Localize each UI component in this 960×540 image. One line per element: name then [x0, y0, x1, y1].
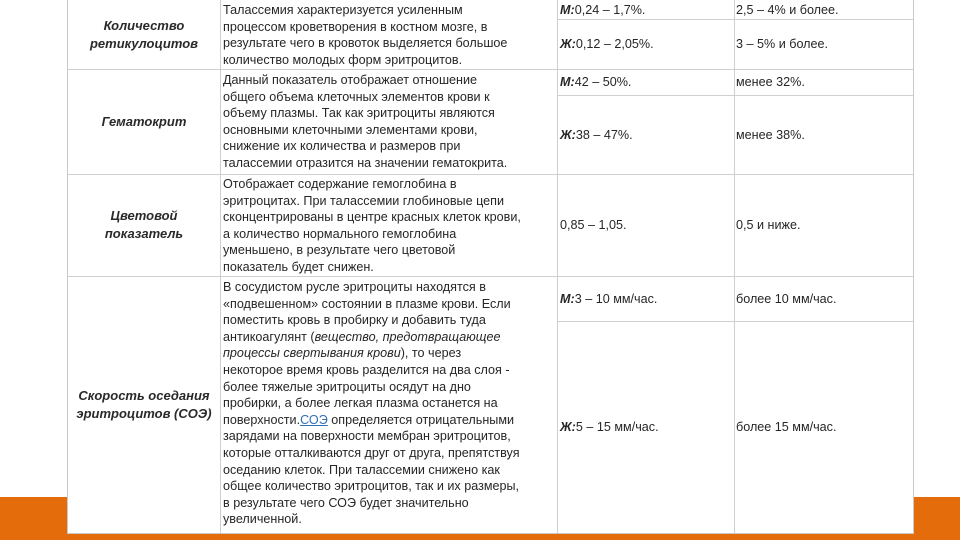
norm-value: 0,24 – 1,7%.	[574, 2, 646, 17]
pathology-female	[736, 95, 911, 174]
description-line: эритроцитах. При талассемии глобиновые цепи	[223, 193, 505, 208]
parameter-text: показатель	[104, 226, 184, 241]
description-line: сконцентрированы в центре красных клеток крови,	[223, 210, 521, 225]
sex-label: Ж:	[560, 420, 576, 434]
description-hematocrit	[223, 72, 558, 172]
pathology-male	[736, 276, 911, 321]
norm-value: 5 – 15 мм/час.	[575, 420, 659, 434]
anticoagulant-definition: процессы свертывания крови	[223, 346, 401, 361]
norm-female	[560, 19, 732, 69]
description-line: увеличенной.	[223, 512, 302, 527]
description-line: Отображает содержание гемоглобина в	[223, 177, 457, 191]
column-divider	[220, 0, 221, 533]
pathology-value: более 10 мм/час.	[736, 291, 837, 306]
norm-male	[560, 276, 732, 321]
parameter-text: Скорость оседания	[78, 387, 210, 403]
sex-label: М:	[560, 75, 575, 89]
description-line: Талассемия характеризуется усиленным	[223, 3, 463, 17]
parameter-text: Количество	[103, 17, 185, 33]
description-color-index	[223, 176, 558, 276]
lab-values-table	[67, 0, 914, 534]
description-line: уменьшено, в результате чего цветовой	[223, 243, 456, 258]
sex-label: М:	[560, 291, 575, 306]
pathology-female	[736, 321, 911, 533]
description-line: показатель будет снижен.	[223, 259, 374, 274]
description-line: пробирки, а более легкая плазма останется на	[223, 396, 498, 411]
norm-value: 0,12 – 2,05%.	[575, 37, 654, 51]
sex-label: Ж:	[560, 37, 576, 51]
norm-value: 42 – 50%.	[574, 75, 632, 89]
norm-male	[560, 69, 732, 95]
description-line: общее количество эритроцитов, так и их размеры,	[223, 479, 520, 494]
esr-link[interactable]: СОЭ	[300, 412, 328, 427]
norm-value: 0,85 – 1,05.	[560, 218, 627, 232]
parameter-text: ретикулоцитов	[89, 35, 199, 51]
pathology-value: 0,5 и ниже.	[736, 218, 801, 232]
description-line: результате чего в кровоток выделяется большое	[223, 36, 508, 51]
pathology-female	[736, 19, 911, 69]
norm-male	[560, 0, 732, 19]
norm-value: 38 – 47%.	[575, 127, 633, 142]
description-line: некоторое время кровь разделится на два слоя -	[223, 362, 510, 377]
description-line: оседанию клеток. При талассемии снижено как	[223, 462, 500, 477]
pathology-male	[736, 0, 911, 19]
sex-label: Ж:	[560, 127, 576, 142]
description-line: которые отталкиваются друг от друга, препятствуя	[223, 445, 520, 460]
description-line	[223, 329, 558, 346]
description-fragment: поверхности.	[223, 412, 301, 427]
parameter-reticulocytes	[68, 0, 220, 69]
description-line: основными клеточными элементами крови,	[223, 122, 478, 137]
pathology-value: менее 32%.	[736, 75, 805, 89]
description-fragment: ), то через	[400, 346, 462, 361]
norm-female	[560, 321, 732, 533]
description-line	[223, 345, 558, 362]
description-line: процессом кроветворения в костном мозге, в	[223, 19, 488, 34]
description-line: снижение их количества и размеров при	[223, 139, 461, 154]
description-line: объему плазмы. Так как эритроциты являются	[223, 106, 495, 121]
pathology-male	[736, 69, 911, 95]
parameter-text: Цветовой	[110, 208, 178, 223]
norm-female	[560, 95, 732, 174]
parameter-hematocrit	[68, 69, 220, 174]
pathology-value: более 15 мм/час.	[736, 420, 837, 434]
pathology-value: 3 – 5% и более.	[736, 37, 829, 51]
description-line	[223, 412, 558, 429]
parameter-color-index	[68, 174, 220, 276]
description-line: поместить кровь в пробирку и добавить туда	[223, 313, 486, 328]
parameter-text: эритроцитов (СОЭ)	[76, 405, 212, 421]
pathology-value-cell	[736, 174, 911, 276]
pathology-value: 2,5 – 4% и более.	[736, 2, 839, 17]
norm-value-cell	[560, 174, 732, 276]
sex-label: М:	[560, 2, 575, 17]
description-line: в результате чего СОЭ будет значительно	[223, 495, 469, 510]
description-fragment: определяется отрицательными	[327, 412, 515, 427]
description-line: общего объема клеточных элементов крови к	[223, 89, 490, 104]
description-line: В сосудистом русле эритроциты находятся в	[223, 280, 486, 294]
parameter-esr	[68, 276, 220, 533]
column-divider	[734, 0, 735, 533]
description-line: количество молодых форм эритроцитов.	[223, 52, 463, 67]
description-line: зарядами на поверхности мембран эритроцитов,	[223, 429, 511, 444]
description-line: а количество нормального гемоглобина	[223, 226, 457, 241]
description-fragment: антикоагулянт (	[223, 329, 315, 344]
description-reticulocytes	[223, 2, 558, 68]
anticoagulant-definition: вещество, предотвращающее	[314, 329, 501, 344]
pathology-value: менее 38%.	[736, 127, 805, 142]
description-line: талассемии отразится на значении гематокрита.	[223, 155, 508, 170]
parameter-text: Гематокрит	[101, 113, 187, 129]
description-esr	[223, 279, 558, 528]
description-line: более тяжелые эритроциты осядут на дно	[223, 379, 471, 394]
description-line: Данный показатель отображает отношение	[223, 73, 478, 87]
description-line: «подвешенном» состоянии в плазме крови. Если	[223, 296, 511, 311]
norm-value: 3 – 10 мм/час.	[574, 291, 658, 306]
